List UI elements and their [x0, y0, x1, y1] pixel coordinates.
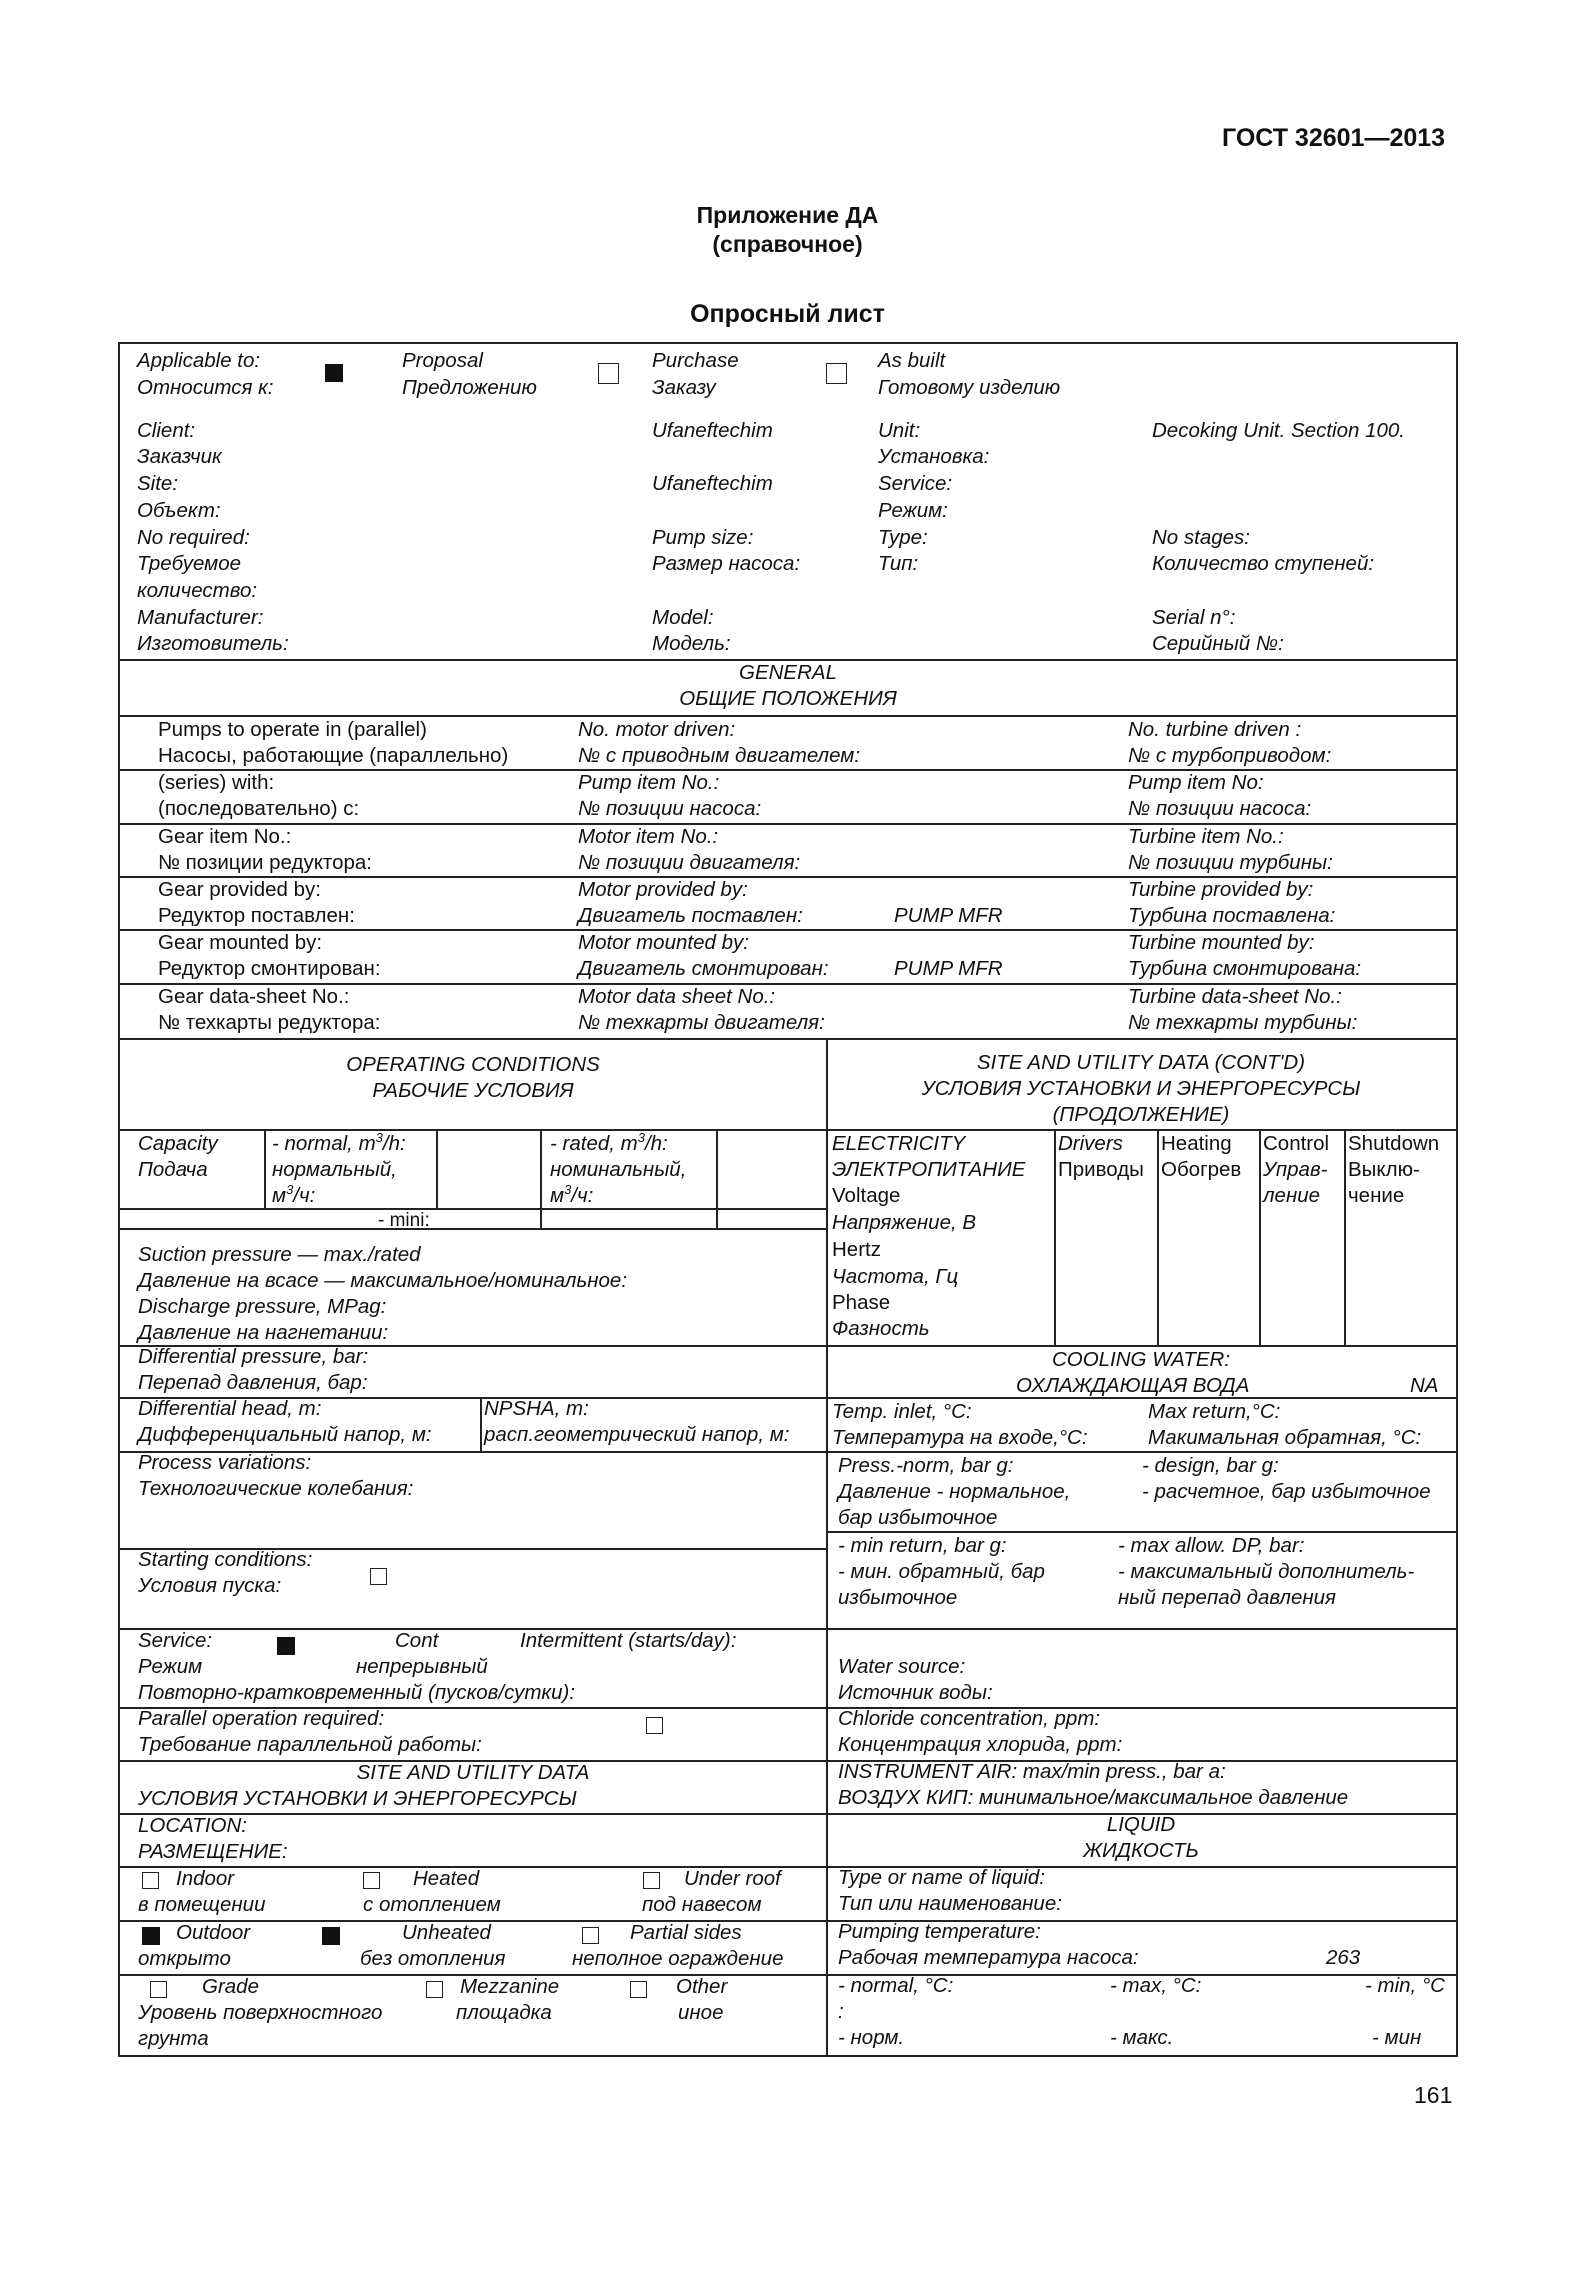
divider: [826, 1628, 1456, 1630]
noreq-label-ru1: Требуемое: [137, 552, 242, 575]
general-r5d: Двигатель смонтирован:: [578, 957, 829, 980]
noreq-label-en: No required:: [137, 526, 250, 549]
service-ru: Режим: [138, 1655, 203, 1678]
service-label-ru: Режим:: [878, 499, 948, 522]
mezzanine-checkbox[interactable]: [426, 1981, 443, 1998]
rated-ru-unit: /ч:: [571, 1184, 594, 1207]
page-number: 161: [1414, 2082, 1453, 2108]
general-title-en: GENERAL: [739, 661, 837, 684]
water-source-ru: Источник воды:: [838, 1681, 993, 1704]
temp-normal-en: - normal, °C:: [838, 1974, 954, 1997]
general-r3d: № позиции двигателя:: [578, 851, 801, 874]
mezzanine-en: Mezzanine: [460, 1975, 560, 1998]
type-label-en: Type:: [878, 526, 928, 549]
pumping-temp-value[interactable]: 263: [1326, 1946, 1361, 1969]
under-roof-checkbox[interactable]: [643, 1872, 660, 1889]
applicable-label-en: Applicable to:: [137, 349, 261, 372]
rated-ru-m: м: [550, 1184, 565, 1207]
suction-en: Suction pressure — max./rated: [138, 1243, 421, 1266]
divider: [120, 1208, 826, 1210]
partial-sides-en: Partial sides: [630, 1921, 742, 1944]
max-return-ru: Макимальная обратная, °C:: [1148, 1426, 1422, 1449]
capacity-mini-label: - mini:: [378, 1210, 430, 1231]
chloride-ru: Концентрация хлорида, ppm:: [838, 1733, 1123, 1756]
shutdown-1: Shutdown: [1348, 1132, 1440, 1155]
general-r1e: No. turbine driven :: [1128, 718, 1302, 741]
column-divider: [826, 1038, 828, 2055]
general-r2e: Pump item No:: [1128, 771, 1264, 794]
divider: [1157, 1129, 1159, 1345]
general-r6a: Gear data-sheet No.:: [158, 985, 350, 1008]
cont-en: Cont: [395, 1629, 439, 1652]
hertz-en: Hertz: [832, 1238, 881, 1261]
stages-label-ru: Количество ступеней:: [1152, 552, 1375, 575]
capacity-rated-unit-ru: $м^3/ч$:: [550, 1182, 594, 1207]
divider: [120, 1129, 826, 1131]
intermittent-en: Intermittent (starts/day):: [520, 1629, 737, 1652]
liquid-type-ru: Тип или наименование:: [838, 1892, 1062, 1915]
temp-inlet-en: Temp. inlet, °C:: [832, 1400, 972, 1423]
max-dp-ru1: - максимальный дополнитель-: [1118, 1560, 1415, 1583]
general-r6e: Turbine data-sheet No.:: [1128, 985, 1342, 1008]
indoor-checkbox[interactable]: [142, 1872, 159, 1889]
general-r4a: Gear provided by:: [158, 878, 321, 901]
liquid-ru: ЖИДКОСТЬ: [1083, 1839, 1199, 1862]
outdoor-checkbox-checked[interactable]: [142, 1927, 160, 1945]
asbuilt-label-ru: Готовому изделию: [878, 376, 1061, 399]
divider: [120, 1038, 1456, 1040]
mfr-label-ru: Изготовитель:: [137, 632, 289, 655]
purchase-label-en: Purchase: [652, 349, 739, 372]
grade-en: Grade: [202, 1975, 259, 1998]
operating-title-en: OPERATING CONDITIONS: [346, 1053, 600, 1076]
control-1: Control: [1263, 1132, 1330, 1155]
general-r2d: № позиции насоса:: [578, 797, 762, 820]
normal-unit: /h:: [382, 1132, 406, 1155]
serial-label-ru: Серийный №:: [1152, 632, 1284, 655]
general-r3b: № позиции редуктора:: [158, 851, 372, 874]
min-return-en: - min return, bar g:: [838, 1534, 1007, 1557]
starting-ru: Условия пуска:: [138, 1574, 282, 1597]
discharge-en: Discharge pressure, MPag:: [138, 1295, 387, 1318]
pumpsize-label-en: Pump size:: [652, 526, 754, 549]
general-r1f: № с турбоприводом:: [1128, 744, 1332, 767]
instrument-air-en: INSTRUMENT AIR: max/min press., bar a:: [838, 1760, 1226, 1783]
unheated-ru: без отопления: [360, 1947, 506, 1970]
mfr-label-en: Manufacturer:: [137, 606, 264, 629]
service-cont-checkbox-checked[interactable]: [277, 1637, 295, 1655]
cooling-water-en: COOLING WATER:: [1051, 1348, 1231, 1371]
general-r4e: Turbine provided by:: [1128, 878, 1314, 901]
normal-ru-m: м: [272, 1184, 287, 1207]
other-checkbox[interactable]: [630, 1981, 647, 1998]
appendix-title: Приложение ДА: [696, 202, 879, 228]
drivers-en: Drivers: [1058, 1132, 1123, 1155]
divider: [480, 1397, 482, 1451]
model-label-ru: Модель:: [652, 632, 731, 655]
general-r3c: Motor item No.:: [578, 825, 719, 848]
noreq-label-ru2: количество:: [137, 579, 258, 602]
liquid-type-en: Type or name of liquid:: [838, 1866, 1046, 1889]
general-r5b: Редуктор смонтирован:: [158, 957, 381, 980]
site-label-ru: Объект:: [137, 499, 221, 522]
divider: [120, 1228, 826, 1230]
cont-ru: непрерывный: [356, 1655, 488, 1678]
min-return-ru1: - мин. обратный, бар: [838, 1560, 1045, 1583]
liquid-en: LIQUID: [1106, 1813, 1176, 1836]
general-r1a: Pumps to operate in (parallel): [158, 718, 427, 741]
general-r6b: № техкарты редуктора:: [158, 1011, 381, 1034]
site-cont-title-ru: УСЛОВИЯ УСТАНОВКИ И ЭНЕРГОРЕСУРСЫ: [921, 1077, 1361, 1100]
general-r1c: No. motor driven:: [578, 718, 736, 741]
heating-ru: Обогрев: [1161, 1158, 1242, 1181]
npsha-en: NPSHA, m:: [484, 1397, 589, 1420]
standard-number: ГОСТ 32601—2013: [1222, 124, 1446, 152]
purchase-checkbox[interactable]: [598, 363, 619, 384]
diffp-en: Differential pressure, bar:: [138, 1345, 369, 1368]
temp-colon: :: [838, 2000, 844, 2023]
site-value[interactable]: Ufaneftechim: [652, 472, 773, 495]
general-r2f: № позиции насоса:: [1128, 797, 1312, 820]
motor-mounted-value[interactable]: PUMP MFR: [894, 957, 1003, 980]
starting-en: Starting conditions:: [138, 1548, 313, 1571]
general-r4d: Двигатель поставлен:: [578, 904, 803, 927]
site-cont-title-en: SITE AND UTILITY DATA (CONT'D): [976, 1051, 1306, 1074]
divider: [716, 1129, 718, 1228]
electricity-ru: ЭЛЕКТРОПИТАНИЕ: [832, 1158, 1026, 1181]
temp-inlet-ru: Температура на входе,°C:: [832, 1426, 1088, 1449]
sheet-title: Опросный лист: [690, 300, 885, 328]
press-norm-ru2: бар избыточное: [838, 1506, 998, 1529]
rated-unit: /h:: [644, 1132, 668, 1155]
min-return-ru2: избыточное: [838, 1586, 958, 1609]
discharge-ru: Давление на нагнетании:: [138, 1321, 389, 1344]
voltage-ru: Напряжение, В: [832, 1211, 977, 1234]
general-r1d: № с приводным двигателем:: [578, 744, 861, 767]
control-2: Управ-: [1263, 1158, 1328, 1181]
capacity-normal-label: - normal, $m^3/h$:: [272, 1130, 406, 1155]
shutdown-3: чение: [1348, 1184, 1405, 1207]
unit-label-en: Unit:: [878, 419, 921, 442]
service-en: Service:: [138, 1629, 213, 1652]
unheated-en: Unheated: [402, 1921, 491, 1944]
press-norm-ru1: Давление - нормальное,: [838, 1480, 1071, 1503]
outdoor-en: Outdoor: [176, 1921, 251, 1944]
proposal-label-en: Proposal: [402, 349, 483, 372]
purchase-label-ru: Заказу: [652, 376, 716, 399]
operating-title-ru: РАБОЧИЕ УСЛОВИЯ: [372, 1079, 574, 1102]
appendix-subtitle: (справочное): [712, 231, 863, 257]
control-3: ление: [1263, 1184, 1321, 1207]
general-r4f: Турбина поставлена:: [1128, 904, 1336, 927]
temp-max-en: - max, °C:: [1110, 1974, 1202, 1997]
grade-ru1: Уровень поверхностного: [138, 2001, 383, 2024]
design-ru: - расчетное, бар избыточное: [1142, 1480, 1431, 1503]
other-ru: иное: [678, 2001, 724, 2024]
shutdown-2: Выклю-: [1348, 1158, 1420, 1181]
general-title-ru: ОБЩИЕ ПОЛОЖЕНИЯ: [679, 687, 897, 710]
press-norm-en: Press.-norm, bar g:: [838, 1454, 1014, 1477]
asbuilt-label-en: As built: [878, 349, 946, 372]
type-label-ru: Тип:: [878, 552, 919, 575]
max-dp-ru2: ный перепад давления: [1118, 1586, 1337, 1609]
general-r5c: Motor mounted by:: [578, 931, 749, 954]
instrument-air-ru: ВОЗДУХ КИП: минимальное/максимальное давление: [838, 1786, 1349, 1809]
outdoor-ru: открыто: [138, 1947, 231, 1970]
general-r3f: № позиции турбины:: [1128, 851, 1333, 874]
mezzanine-ru: площадка: [456, 2001, 552, 2024]
heating-en: Heating: [1161, 1132, 1232, 1155]
normal-ru-unit: /ч:: [293, 1184, 316, 1207]
capacity-rated-ru: номинальный,: [550, 1158, 687, 1181]
general-r6d: № техкарты двигателя:: [578, 1011, 825, 1034]
asbuilt-checkbox[interactable]: [826, 363, 847, 384]
site-utility-title-ru: УСЛОВИЯ УСТАНОВКИ И ЭНЕРГОРЕСУРСЫ: [138, 1787, 577, 1810]
suction-ru: Давление на всасе — максимальное/номинальное:: [138, 1269, 628, 1292]
temp-min-en: - min, °C: [1365, 1974, 1445, 1997]
general-r6c: Motor data sheet No.:: [578, 985, 776, 1008]
general-r5f: Турбина смонтирована:: [1128, 957, 1362, 980]
general-r3a: Gear item No.:: [158, 825, 292, 848]
client-value[interactable]: Ufaneftechim: [652, 419, 773, 442]
location-en: LOCATION:: [138, 1814, 247, 1837]
indoor-ru: в помещении: [138, 1893, 266, 1916]
parallel-checkbox[interactable]: [646, 1717, 663, 1734]
partial-sides-ru: неполное ограждение: [572, 1947, 784, 1970]
electricity-en: ELECTRICITY: [832, 1132, 966, 1155]
temp-normal-ru: - норм.: [838, 2026, 905, 2049]
unit-label-ru: Установка:: [878, 445, 990, 468]
divider: [264, 1129, 266, 1208]
model-label-en: Model:: [652, 606, 714, 629]
stages-label-en: No stages:: [1152, 526, 1250, 549]
under-roof-en: Under roof: [684, 1867, 781, 1890]
capacity-normal-unit-ru: $м^3/ч$:: [272, 1182, 316, 1207]
general-r2c: Pump item No.:: [578, 771, 720, 794]
capacity-rated-label: - rated, $m^3/h$:: [550, 1130, 668, 1155]
phase-ru: Фазность: [832, 1317, 930, 1340]
service-label-en: Service:: [878, 472, 953, 495]
proposal-label-ru: Предложению: [402, 376, 537, 399]
phase-en: Phase: [832, 1291, 891, 1314]
unit-value[interactable]: Decoking Unit. Section 100.: [1152, 419, 1405, 442]
intermittent-ru: Повторно-кратковременный (пусков/сутки):: [138, 1681, 576, 1704]
general-r2a: (series) with:: [158, 771, 275, 794]
general-r3e: Turbine item No.:: [1128, 825, 1284, 848]
heated-checkbox[interactable]: [363, 1872, 380, 1889]
general-r5e: Turbine mounted by:: [1128, 931, 1315, 954]
divider: [540, 1129, 542, 1228]
cooling-water-na[interactable]: NA: [1410, 1374, 1439, 1397]
client-label-ru: Заказчик: [137, 445, 222, 468]
site-utility-title-en: SITE AND UTILITY DATA: [356, 1761, 590, 1784]
hertz-ru: Частота, Гц: [832, 1265, 959, 1288]
divider: [436, 1129, 438, 1208]
client-label-en: Client:: [137, 419, 196, 442]
pumping-temp-ru: Рабочая температура насоса:: [838, 1946, 1139, 1969]
general-r1b: Насосы, работающие (параллельно): [158, 744, 509, 767]
proposal-checkbox-checked[interactable]: [325, 364, 343, 382]
motor-provided-value[interactable]: PUMP MFR: [894, 904, 1003, 927]
serial-label-en: Serial n°:: [1152, 606, 1236, 629]
applicable-label-ru: Относится к:: [137, 376, 274, 399]
questionnaire-sheet: [118, 342, 1458, 2057]
npsha-ru: расп.геометрический напор, м:: [484, 1423, 790, 1446]
divider: [1259, 1129, 1261, 1345]
pumpsize-label-ru: Размер насоса:: [652, 552, 801, 575]
parallel-ru: Требование параллельной работы:: [138, 1733, 482, 1756]
under-roof-ru: под навесом: [642, 1893, 762, 1916]
drivers-ru: Приводы: [1058, 1158, 1144, 1181]
general-r6f: № техкарты турбины:: [1128, 1011, 1358, 1034]
parallel-en: Parallel operation required:: [138, 1707, 385, 1730]
max-return-en: Max return,°C:: [1148, 1400, 1281, 1423]
temp-min-ru: - мин: [1372, 2026, 1422, 2049]
divider: [1344, 1129, 1346, 1345]
location-ru: РАЗМЕЩЕНИЕ:: [138, 1840, 288, 1863]
pumping-temp-en: Pumping temperature:: [838, 1920, 1041, 1943]
general-r4c: Motor provided by:: [578, 878, 748, 901]
partial-sides-checkbox[interactable]: [582, 1927, 599, 1944]
site-label-en: Site:: [137, 472, 179, 495]
chloride-en: Chloride concentration, ppm:: [838, 1707, 1101, 1730]
process-en: Process variations:: [138, 1451, 312, 1474]
capacity-label-en: Capacity: [138, 1132, 218, 1155]
water-source-en: Water source:: [838, 1655, 966, 1678]
cooling-water-ru: ОХЛАЖДАЮЩАЯ ВОДА: [1016, 1374, 1250, 1397]
temp-max-ru: - макс.: [1110, 2026, 1174, 2049]
other-en: Other: [676, 1975, 728, 1998]
unheated-checkbox-checked[interactable]: [322, 1927, 340, 1945]
diffh-ru: Дифференциальный напор, м:: [138, 1423, 432, 1446]
capacity-label-ru: Подача: [138, 1158, 208, 1181]
normal-text: - normal, m: [272, 1132, 376, 1155]
rated-text: - rated, m: [550, 1132, 638, 1155]
grade-checkbox[interactable]: [150, 1981, 167, 1998]
general-r4b: Редуктор поставлен:: [158, 904, 355, 927]
heated-en: Heated: [413, 1867, 480, 1890]
site-cont-title-ru2: (ПРОДОЛЖЕНИЕ): [1052, 1103, 1230, 1126]
general-r2b: (последовательно) с:: [158, 797, 360, 820]
diffh-en: Differential head, m:: [138, 1397, 322, 1420]
voltage-en: Voltage: [832, 1184, 901, 1207]
starting-checkbox[interactable]: [370, 1568, 387, 1585]
diffp-ru: Перепад давления, бар:: [138, 1371, 368, 1394]
heated-ru: с отоплением: [363, 1893, 501, 1916]
divider: [1054, 1129, 1056, 1345]
general-r5a: Gear mounted by:: [158, 931, 323, 954]
process-ru: Технологические колебания:: [138, 1477, 414, 1500]
capacity-normal-ru: нормальный,: [272, 1158, 397, 1181]
indoor-en: Indoor: [176, 1867, 235, 1890]
max-dp-en: - max allow. DP, bar:: [1118, 1534, 1305, 1557]
grade-ru2: грунта: [138, 2027, 209, 2050]
design-en: - design, bar g:: [1142, 1454, 1279, 1477]
